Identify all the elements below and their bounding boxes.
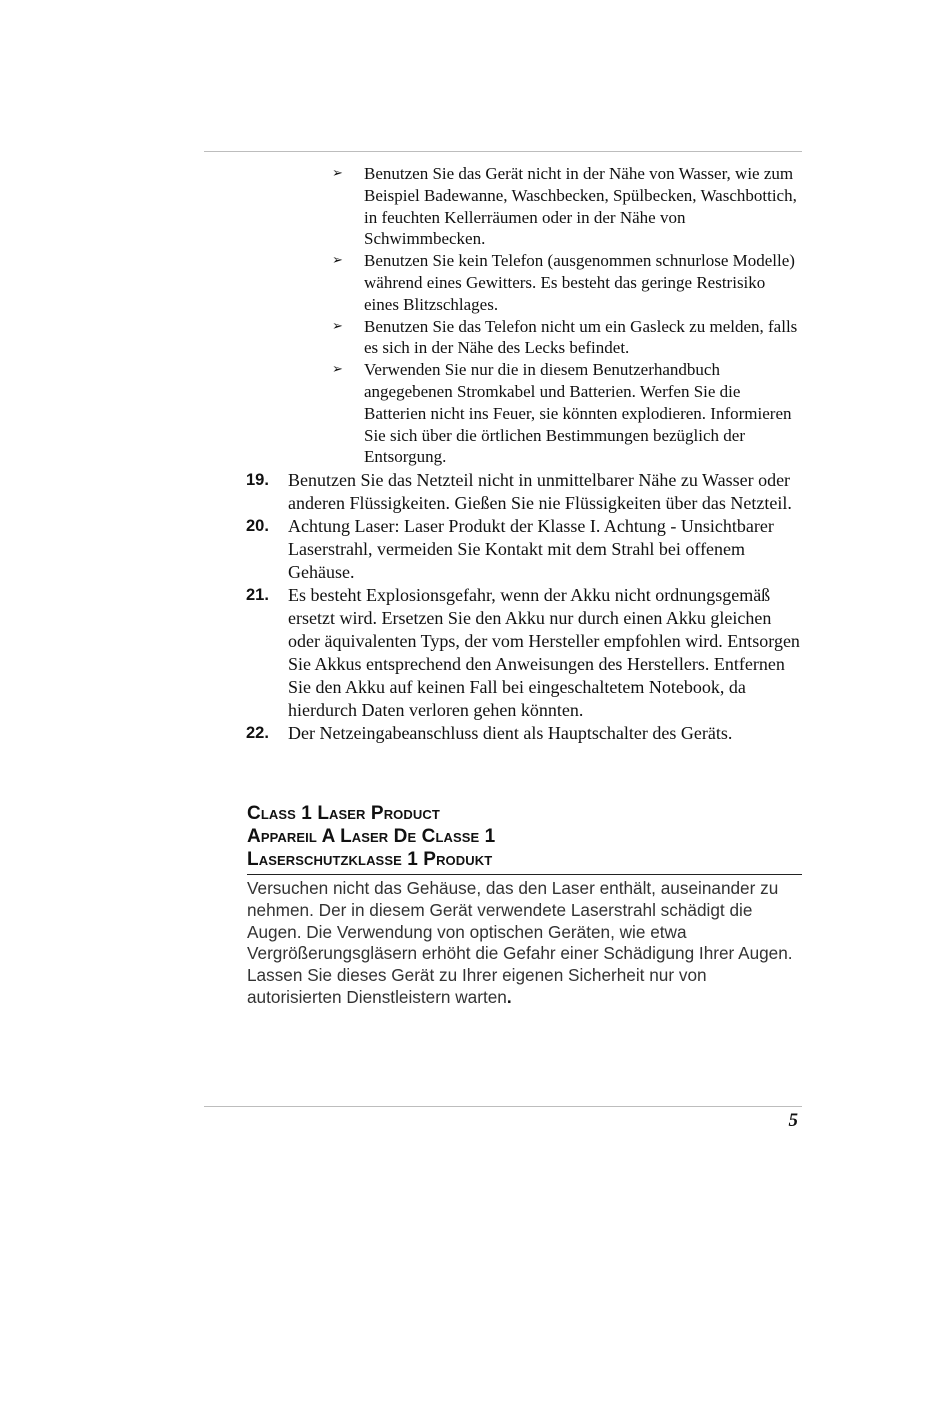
- numbered-item: [246, 469, 806, 515]
- numbered-safety-list: [246, 469, 806, 745]
- laser-notice-end: .: [506, 986, 512, 1007]
- laser-heading-line: Class 1 Laser Product: [247, 803, 440, 824]
- laser-notice-text: Versuchen nicht das Gehäuse, das den Laser enthält, auseinander zu nehmen. Der in diesem Gerät verwendete Laserstrahl schädigt die Augen. Die Verwendung von optischen Geräten, wie etwa Vergrößerungsgläsern erhöht die Gefahr einer Schädigung Ihrer Augen. Lassen Sie dieses Gerät zu Ihrer eigenen Sicherheit nur von autorisierten Dienstleistern warten: [247, 878, 793, 1007]
- bullet-text: Benutzen Sie kein Telefon (ausgenommen schnurlose Modelle) während eines Gewitters. Es besteht das geringe Restrisiko eines Blitzschlages.: [364, 251, 795, 314]
- bullet-text: Benutzen Sie das Telefon nicht um ein Gasleck zu melden, falls es sich in der Nähe des Lecks befindet.: [364, 316, 798, 358]
- numbered-item: [246, 584, 806, 722]
- item-text: Benutzen Sie das Netzteil nicht in unmittelbarer Nähe zu Wasser oder anderen Flüssigkeiten. Gießen Sie nie Flüssigkeiten über das Netzteil.: [288, 470, 792, 513]
- laser-heading-line: Appareil A Laser De Classe 1: [247, 826, 496, 847]
- item-text: Achtung Laser: Laser Produkt der Klasse I. Achtung - Unsichtbarer Laserstrahl, vermeiden Sie Kontakt mit dem Strahl bei offenem Gehäuse.: [288, 516, 774, 582]
- item-text: Es besteht Explosionsgefahr, wenn der Akku nicht ordnungsgemäß ersetzt wird. Ersetzen Sie den Akku nur durch einen Akku gleichen oder äquivalenten Typs, der vom Hersteller empfohlen wird. Entsorgen Sie Akkus entsprechend den Anweisungen des Herstellers. Entfernen Sie den Akku auf keinen Fall bei eingeschaltetem Notebook, da hierdurch Daten verloren gehen könnten.: [288, 585, 800, 720]
- arrow-bullet-icon: ➢: [332, 166, 343, 181]
- numbered-item: [246, 515, 806, 584]
- item-number: 21.: [246, 586, 269, 604]
- header-rule: [204, 151, 802, 152]
- bullet-text: Verwenden Sie nur die in diesem Benutzerhandbuch angegebenen Stromkabel und Batterien. Werfen Sie die Batterien nicht ins Feuer, sie könnten explodieren. Informieren Sie sich über die örtlichen Bestimmungen bezüglich der Entsorgung.: [364, 360, 792, 467]
- laser-heading-line: Laserschutzklasse 1 Produkt: [247, 849, 493, 870]
- arrow-bullet-icon: ➢: [332, 253, 343, 269]
- safety-bullet-list: [330, 163, 800, 468]
- arrow-bullet-icon: ➢: [332, 362, 343, 378]
- item-number: 20.: [246, 517, 269, 535]
- bullet-item: [330, 316, 800, 360]
- page-number: 5: [788, 1110, 798, 1131]
- item-number: 22.: [246, 724, 269, 742]
- item-number: 19.: [246, 471, 269, 489]
- bullet-text: Benutzen Sie das Gerät nicht in der Nähe von Wasser, wie zum Beispiel Badewanne, Waschbecken, Spülbecken, Waschbottich, in feuchten Kellerräumen oder in der Nähe von Schwimmbecken.: [364, 164, 797, 249]
- numbered-item: [246, 722, 806, 745]
- arrow-bullet-icon: ➢: [332, 318, 343, 334]
- footer-rule: [204, 1106, 802, 1107]
- bullet-item: [330, 359, 800, 468]
- bullet-item: [330, 163, 800, 250]
- laser-notice-body: [247, 878, 802, 1009]
- bullet-item: [330, 250, 800, 315]
- item-text: Der Netzeingabeanschluss dient als Hauptschalter des Geräts.: [288, 723, 733, 743]
- laser-notice-heading: [247, 802, 802, 875]
